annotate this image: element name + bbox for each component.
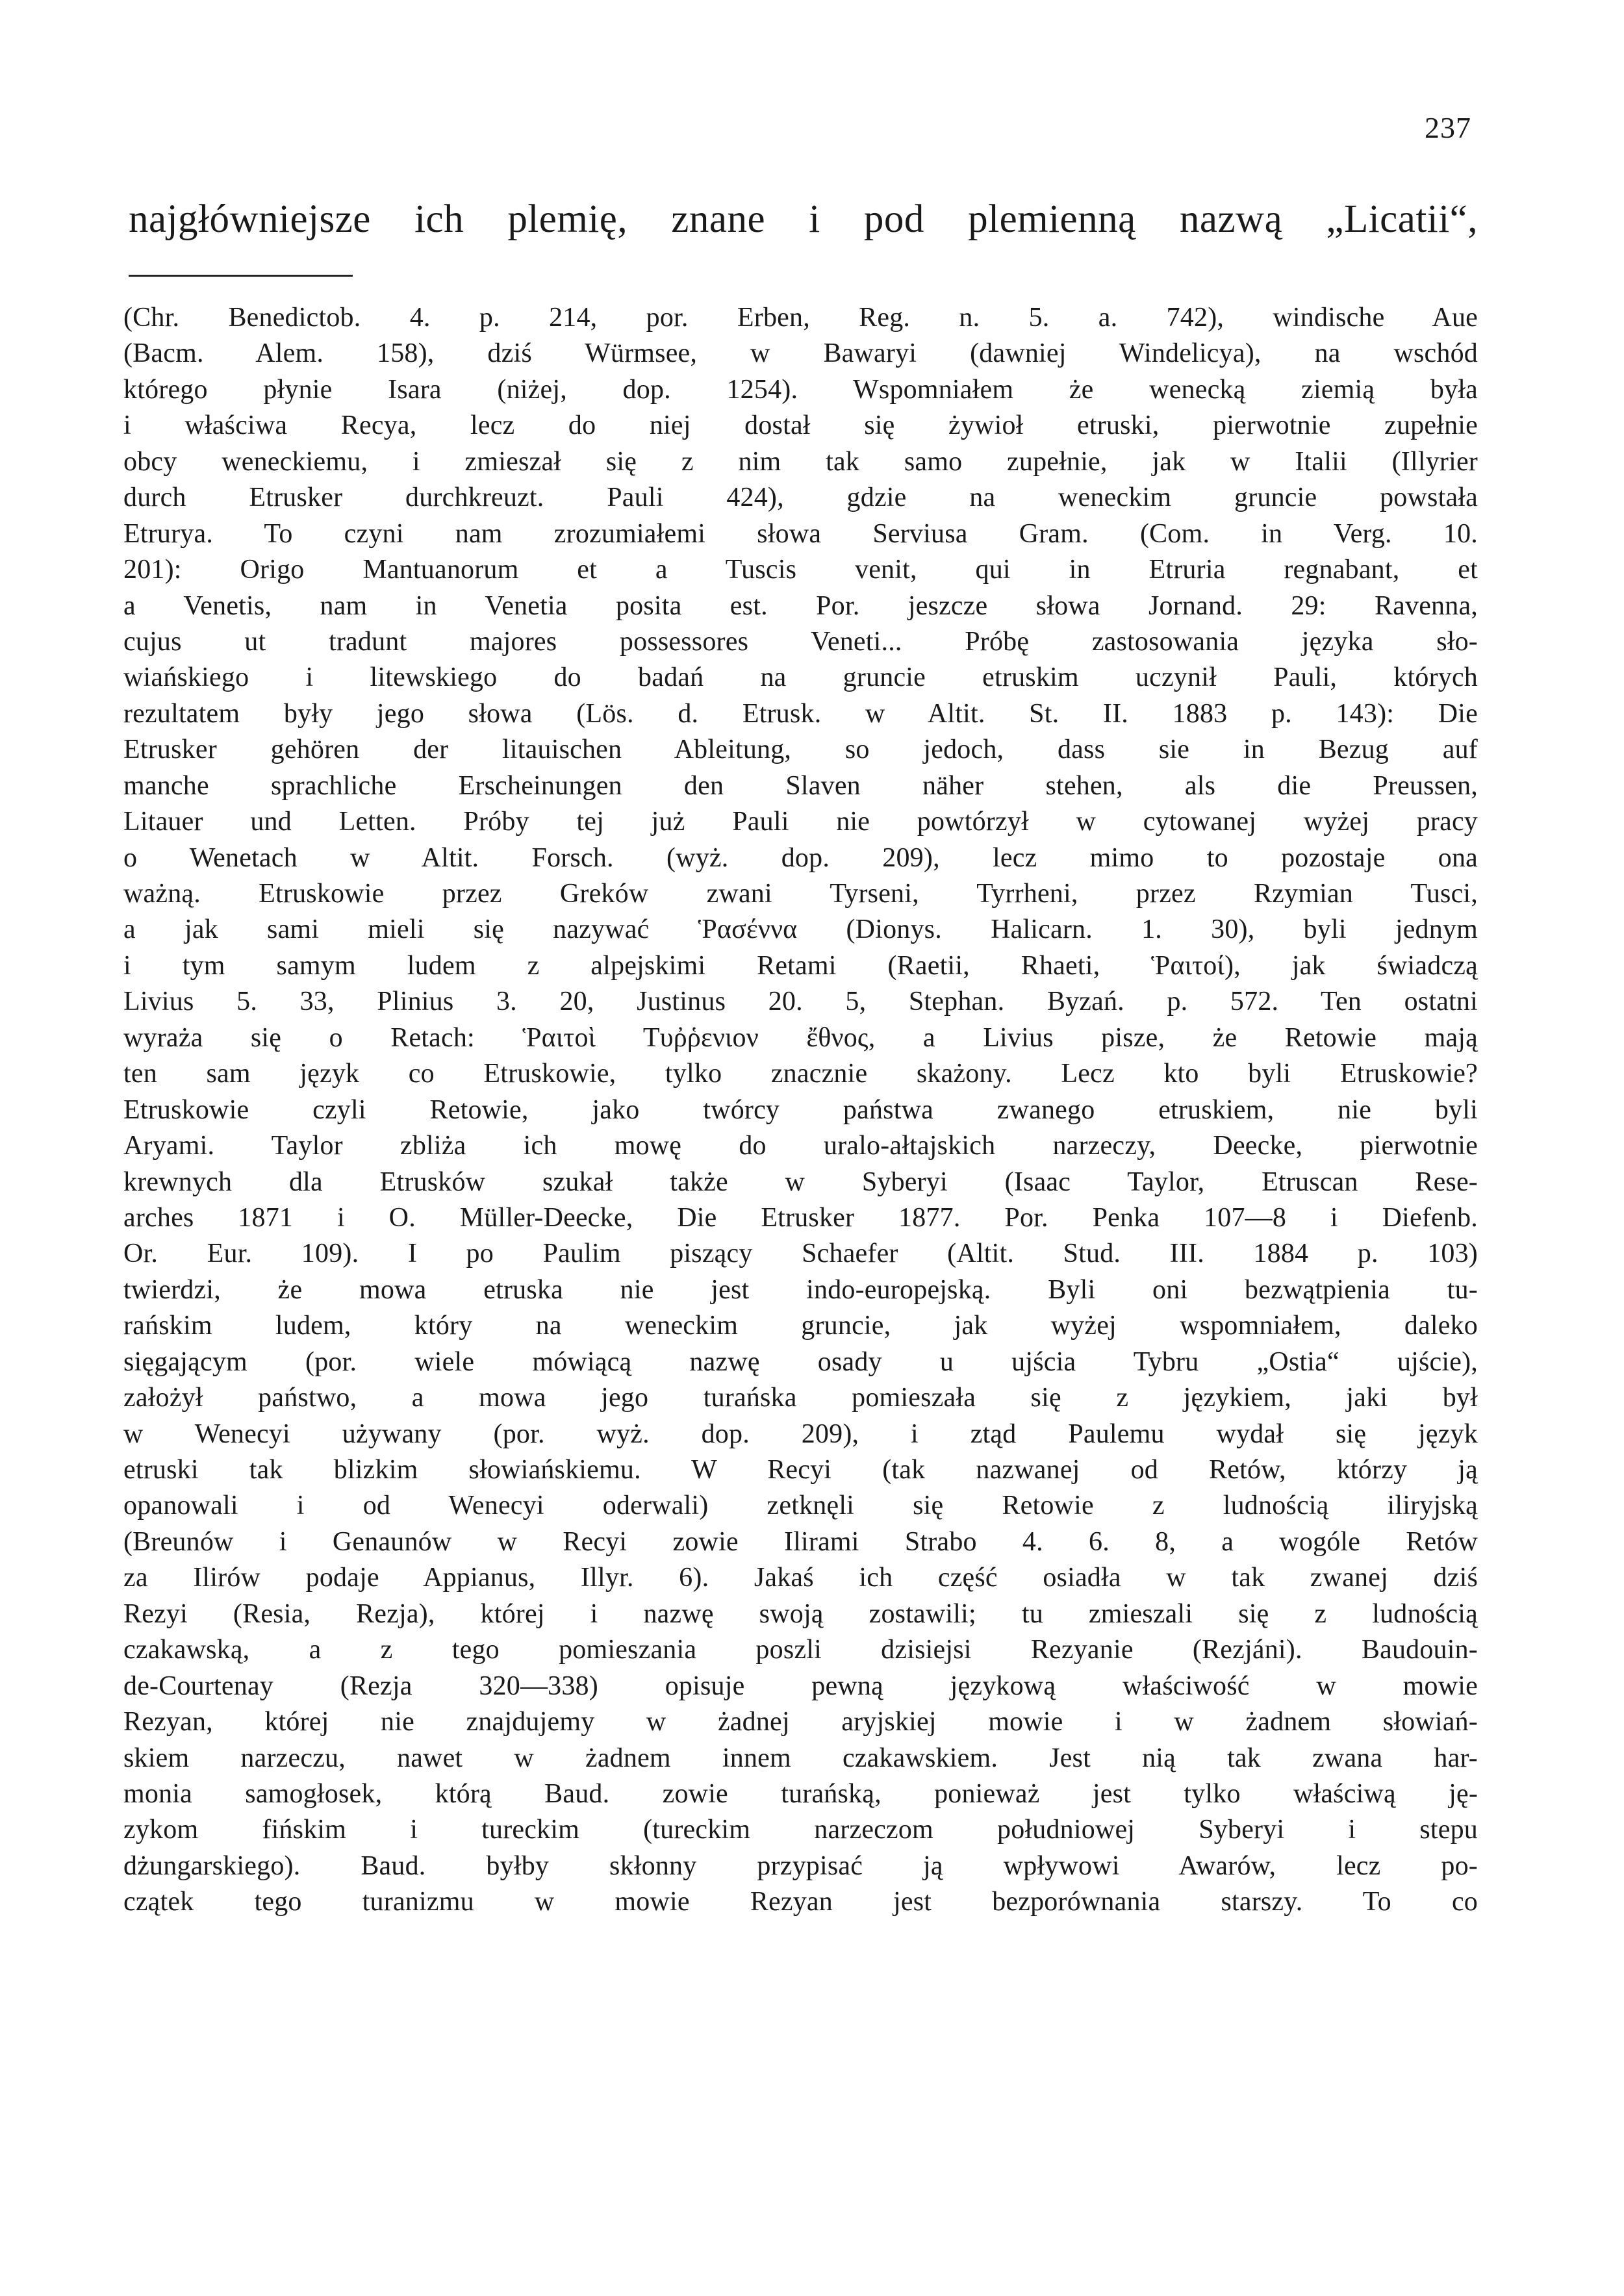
footnote-block — [123, 300, 1478, 1921]
footnote-line: manche sprachliche Erscheinungen den Slaven näher stehen, als die Preussen, — [123, 770, 1478, 801]
footnote-line: Litauer und Letten. Próby tej już Pauli nie powtórzył w cytowanej wyżej pracy — [123, 807, 1478, 837]
footnote-line: durch Etrusker durchkreuzt. Pauli 424), gdzie na weneckim gruncie powstała — [123, 483, 1478, 513]
footnote-line: czątek tego turanizmu w mowie Rezyan jest bezporównania starszy. To co — [123, 1887, 1478, 1917]
footnote-line: czakawską, a z tego pomieszania poszli dzisiejsi Rezyanie (Rezjáni). Baudouin- — [123, 1635, 1478, 1665]
footnote-line: monia samogłosek, którą Baud. zowie turańską, ponieważ jest tylko właściwą ję- — [123, 1778, 1478, 1809]
footnote-line: założył państwo, a mowa jego turańska pomieszała się z językiem, jaki był — [123, 1383, 1478, 1413]
footnote-line: Rezyi (Resia, Rezja), której i nazwę swoją zostawili; tu zmieszali się z ludnością — [123, 1598, 1478, 1629]
footnote-line: sięgającym (por. wiele mówiącą nazwę osady u ujścia Tybru „Ostia“ ujście), — [123, 1346, 1478, 1377]
footnote-line: Etrusker gehören der litauischen Ableitung, so jedoch, dass sie in Bezug auf — [123, 735, 1478, 765]
footnote-line: obcy weneckiemu, i zmieszał się z nim tak samo zupełnie, jak w Italii (Illyrier — [123, 446, 1478, 477]
main-text-line: najgłówniejsze ich plemię, znane i pod plemienną nazwą „Licatii“, — [129, 197, 1478, 241]
footnote-line: arches 1871 i O. Müller-Deecke, Die Etrusker 1877. Por. Penka 107—8 i Diefenb. — [123, 1202, 1478, 1233]
footnote-line: Or. Eur. 109). I po Paulim piszący Schaefer (Altit. Stud. III. 1884 p. 103) — [123, 1239, 1478, 1269]
footnote-line: wiańskiego i litewskiego do badań na gruncie etruskim uczynił Pauli, których — [123, 662, 1478, 693]
footnote-line: którego płynie Isara (niżej, dop. 1254). Wspomniałem że wenecką ziemią była — [123, 374, 1478, 405]
footnote-line: ważną. Etruskowie przez Greków zwani Tyrseni, Tyrrheni, przez Rzymian Tusci, — [123, 879, 1478, 909]
footnote-line: zykom fińskim i tureckim (tureckim narzeczom południowej Syberyi i stepu — [123, 1815, 1478, 1845]
footnote-line: opanowali i od Wenecyi oderwali) zetknęli się Retowie z ludnością iliryjską — [123, 1491, 1478, 1521]
footnote-line: rezultatem były jego słowa (Lös. d. Etrusk. w Altit. St. II. 1883 p. 143): Die — [123, 698, 1478, 729]
footnote-line: skiem narzeczu, nawet w żadnem innem czakawskiem. Jest nią tak zwana har- — [123, 1743, 1478, 1773]
footnote-line: Etrurya. To czyni nam zrozumiałemi słowa Serviusa Gram. (Com. in Verg. 10. — [123, 518, 1478, 549]
footnote-line: o Wenetach w Altit. Forsch. (wyż. dop. 209), lecz mimo to pozostaje ona — [123, 842, 1478, 873]
footnote-line: wyraża się o Retach: Ῥαιτοὶ Τυῤῥενιον ἔθνος, a Livius pisze, że Retowie mają — [123, 1022, 1478, 1053]
footnote-line: 201): Origo Mantuanorum et a Tuscis venit, qui in Etruria regnabant, et — [123, 555, 1478, 585]
footnote-line: Etruskowie czyli Retowie, jako twórcy państwa zwanego etruskiem, nie byli — [123, 1094, 1478, 1125]
footnote-line: de-Courtenay (Rezja 320—338) opisuje pewną językową właściwość w mowie — [123, 1671, 1478, 1701]
footnote-line: etruski tak blizkim słowiańskiemu. W Recyi (tak nazwanej od Retów, którzy ją — [123, 1455, 1478, 1485]
footnote-line: za Ilirów podaje Appianus, Illyr. 6). Jakaś ich część osiadła w tak zwanej dziś — [123, 1563, 1478, 1593]
footnote-line: w Wenecyi używany (por. wyż. dop. 209), i ztąd Paulemu wydał się język — [123, 1419, 1478, 1449]
page-number: 237 — [1425, 111, 1471, 144]
footnote-line: cujus ut tradunt majores possessores Veneti... Próbę zastosowania języka sło- — [123, 626, 1478, 657]
footnote-line: krewnych dla Etrusków szukał także w Syberyi (Isaac Taylor, Etruscan Rese- — [123, 1167, 1478, 1197]
footnote-line: a Venetis, nam in Venetia posita est. Por. jeszcze słowa Jornand. 29: Ravenna, — [123, 590, 1478, 621]
footnote-line: i tym samym ludem z alpejskimi Retami (Raetii, Rhaeti, Ῥαιτοί), jak świadczą — [123, 950, 1478, 981]
footnote-line: (Bacm. Alem. 158), dziś Würmsee, w Bawaryi (dawniej Windelicya), na wschód — [123, 338, 1478, 369]
footnote-line: rańskim ludem, który na weneckim gruncie, jak wyżej wspomniałem, daleko — [123, 1311, 1478, 1341]
footnote-separator — [129, 275, 353, 277]
footnote-line: (Chr. Benedictob. 4. p. 214, por. Erben, Reg. n. 5. a. 742), windische Aue — [123, 303, 1478, 333]
footnote-line: Aryami. Taylor zbliża ich mowę do uralo-ałtajskich narzeczy, Deecke, pierwotnie — [123, 1131, 1478, 1161]
footnote-line: i właściwa Recya, lecz do niej dostał się żywioł etruski, pierwotnie zupełnie — [123, 410, 1478, 441]
footnote-line: Livius 5. 33, Plinius 3. 20, Justinus 20. 5, Stephan. Byzań. p. 572. Ten ostatni — [123, 987, 1478, 1017]
footnote-line: dżungarskiego). Baud. byłby skłonny przypisać ją wpływowi Awarów, lecz po- — [123, 1850, 1478, 1881]
footnote-line: Rezyan, której nie znajdujemy w żadnej aryjskiej mowie i w żadnem słowiań- — [123, 1707, 1478, 1737]
footnote-line: (Breunów i Genaunów w Recyi zowie Ilirami Strabo 4. 6. 8, a wogóle Retów — [123, 1526, 1478, 1557]
footnote-line: a jak sami mieli się nazywać Ῥασέννα (Dionys. Halicarn. 1. 30), byli jednym — [123, 915, 1478, 945]
footnote-line: ten sam język co Etruskowie, tylko znacznie skażony. Lecz kto byli Etruskowie? — [123, 1059, 1478, 1089]
footnote-line: twierdzi, że mowa etruska nie jest indo-europejską. Byli oni bezwątpienia tu- — [123, 1274, 1478, 1305]
